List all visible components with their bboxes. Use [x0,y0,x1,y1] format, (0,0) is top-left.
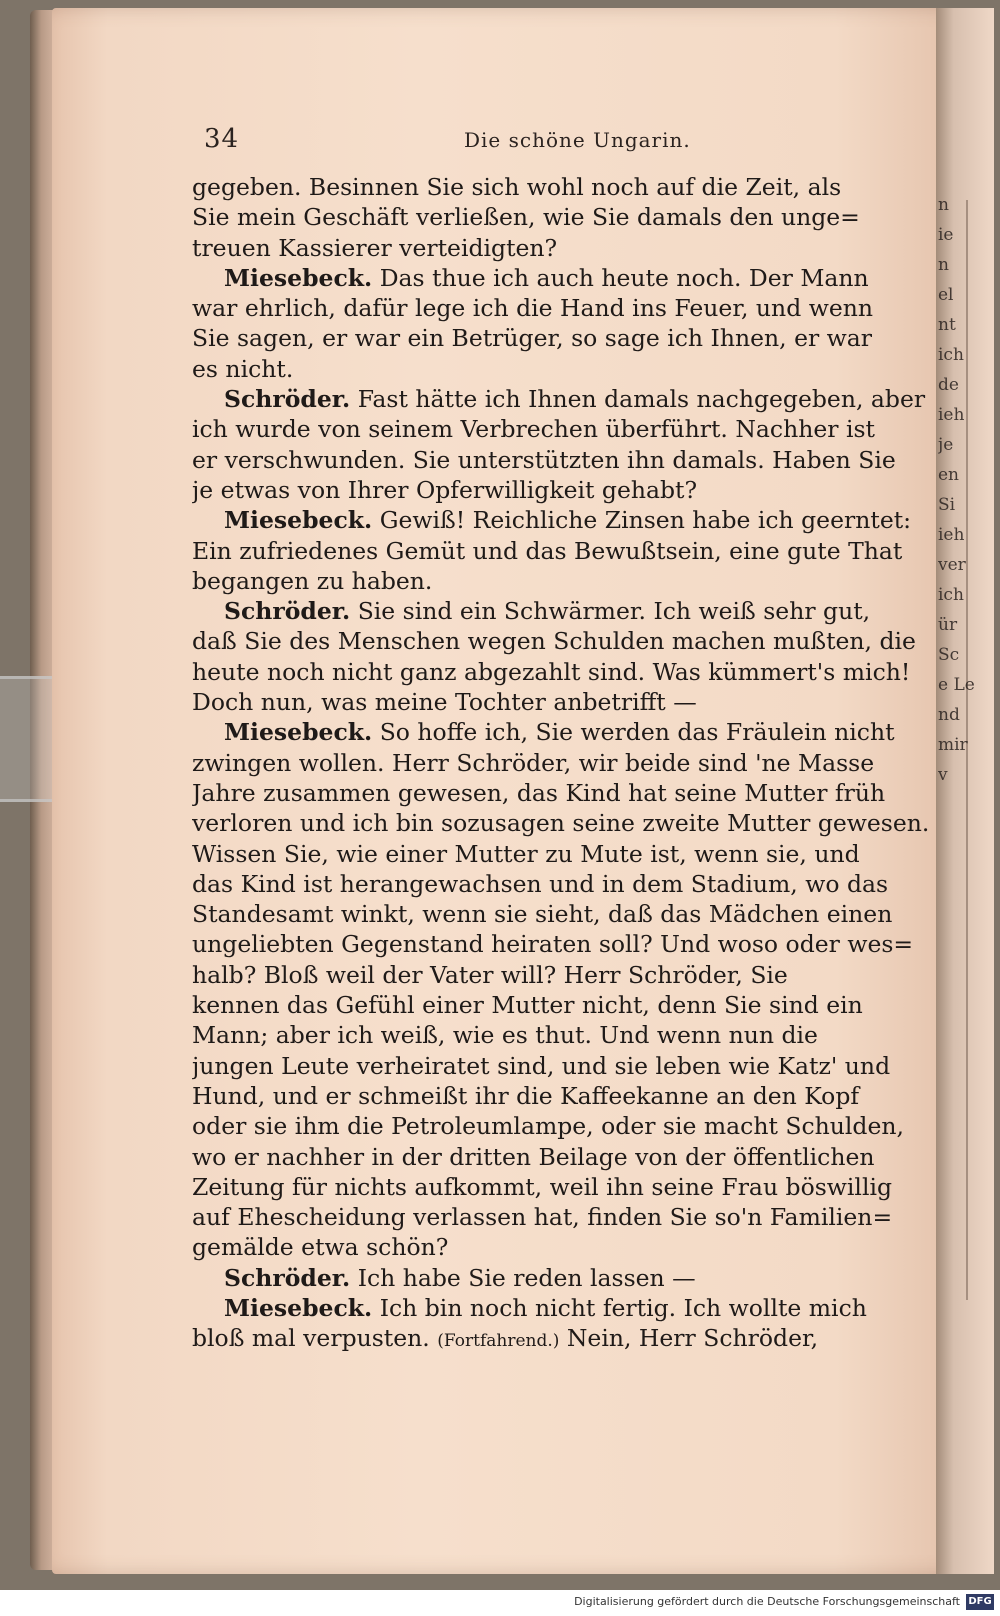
fragment: mir v [938,735,968,785]
text-line: Jahre zusammen gewesen, das Kind hat seine Mutter früh [192,778,886,807]
speaker-name: Schröder. [224,597,351,626]
body-text [192,172,932,1357]
fragment: n [938,255,949,275]
text-line [192,1323,932,1356]
fragment: el [938,285,954,305]
text-line: je etwas von Ihrer Opferwilligkeit gehabt? [192,475,698,504]
text-line [192,384,932,414]
text-line: kennen das Gefühl einer Mutter nicht, denn Sie sind ein [192,991,863,1020]
text-line: oder sie ihm die Petroleumlampe, oder sie macht Schulden, [192,1112,904,1141]
fragment: e Le [938,675,975,695]
text-line: Standesamt winkt, wenn sie sieht, daß das Mädchen einen [192,900,893,929]
speaker-name: Schröder. [224,385,351,414]
text-line: auf Ehescheidung verlassen hat, finden Sie so'n Familien= [192,1203,893,1232]
text-line: das Kind ist herangewachsen und in dem Stadium, wo das [192,869,889,898]
paragraph [192,717,932,1262]
line-text: Gewiß! Reichliche Zinsen habe ich geerntet: [372,506,912,535]
dfg-logo: DFG [966,1594,994,1610]
text-line [192,505,932,535]
paragraph [192,263,932,384]
text-line [192,717,932,747]
paragraph [192,1263,932,1293]
fragment: ür [938,615,958,635]
fragment: Sc [938,645,960,665]
text-line: war ehrlich, dafür lege ich die Hand ins Feuer, und wenn [192,294,873,323]
text-line: jungen Leute verheiratet sind, und sie leben wie Katz' und [192,1051,891,1080]
speaker-name: Miesebeck. [224,506,373,535]
fragment: n [938,195,949,215]
fragment: ie [938,225,954,245]
text-line [192,1293,932,1323]
speaker-name: Miesebeck. [224,718,373,747]
text-line: treuen Kassierer verteidigten? [192,233,558,262]
text-line: Zeitung für nichts aufkommt, weil ihn seine Frau böswillig [192,1172,893,1201]
line-text: bloß mal verpusten. [192,1324,438,1353]
line-text: Sie sind ein Schwärmer. Ich weiß sehr gut, [350,597,871,626]
text-line: es nicht. [192,354,294,383]
paragraph [192,172,932,263]
facing-page-fragments [938,190,978,1350]
fragment: en [938,465,960,485]
fragment: nd [938,705,960,725]
text-line: Sie sagen, er war ein Betrüger, so sage ich Ihnen, er war [192,324,873,353]
fragment: Si [938,495,956,515]
text-line [192,596,932,626]
text-line: zwingen wollen. Herr Schröder, wir beide sind 'ne Masse [192,748,875,777]
line-text: Fast hätte ich Ihnen damals nachgegeben, aber [350,385,926,414]
paragraph [192,505,932,596]
fragment: ich [938,585,964,605]
speaker-name: Miesebeck. [224,1293,373,1322]
text-line: Wissen Sie, wie einer Mutter zu Mute ist, wenn sie, und [192,839,860,868]
text-line: Sie mein Geschäft verließen, wie Sie damals den unge= [192,203,860,232]
fragment: ver [938,555,966,575]
text-line: gegeben. Besinnen Sie sich wohl noch auf die Zeit, als [192,173,842,201]
text-line: Hund, und er schmeißt ihr die Kaffeekanne an den Kopf [192,1081,860,1110]
fragment: nt [938,315,956,335]
text-line [192,263,932,293]
fragment: de [938,375,959,395]
fragment: ich [938,345,964,365]
speaker-name: Schröder. [224,1263,351,1292]
text-line: Mann; aber ich weiß, wie es thut. Und wenn nun die [192,1021,818,1050]
speaker-name: Miesebeck. [224,263,373,292]
text-line: ungeliebten Gegenstand heiraten soll? Und woso oder wes= [192,930,914,959]
page-number: 34 [204,124,240,154]
fragment: ieh [938,405,965,425]
text-line: Ein zufriedenes Gemüt und das Bewußtsein, eine gute That [192,536,903,565]
line-text: Das thue ich auch heute noch. Der Mann [372,263,869,292]
text-line: halb? Bloß weil der Vater will? Herr Schröder, Sie [192,960,788,989]
funding-credit: Digitalisierung gefördert durch die Deutsche Forschungsgemeinschaft [574,1595,960,1608]
text-line [192,1263,932,1293]
text-line: heute noch nicht ganz abgezahlt sind. Was kümmert's mich! [192,657,911,686]
stage-direction: (Fortfahrend.) [437,1331,560,1352]
text-line: wo er nachher in der dritten Beilage von der öffentlichen [192,1142,875,1171]
text-line: daß Sie des Menschen wegen Schulden machen mußten, die [192,627,916,656]
line-text: So hoffe ich, Sie werden das Fräulein nicht [372,718,895,747]
fragment: ieh [938,525,965,545]
fragment: je [938,435,954,455]
paragraph [192,384,932,505]
text-line: ich wurde von seinem Verbrechen überführt. Nachher ist [192,415,875,444]
text-line: begangen zu haben. [192,566,433,595]
footer-bar [0,1590,1000,1616]
line-text: Ich habe Sie reden lassen — [350,1263,696,1292]
line-text: Ich bin noch nicht fertig. Ich wollte mich [372,1293,867,1322]
running-title: Die schöne Ungarin. [464,128,691,152]
text-line: gemälde etwa schön? [192,1233,449,1262]
text-line: er verschwunden. Sie unterstützten ihn damals. Haben Sie [192,445,896,474]
text-line: Doch nun, was meine Tochter anbetrifft — [192,688,697,717]
line-text: Nein, Herr Schröder, [559,1324,819,1353]
paragraph [192,596,932,717]
paragraph [192,1293,932,1357]
page-header [204,124,924,164]
text-line: verloren und ich bin sozusagen seine zweite Mutter gewesen. [192,809,930,838]
